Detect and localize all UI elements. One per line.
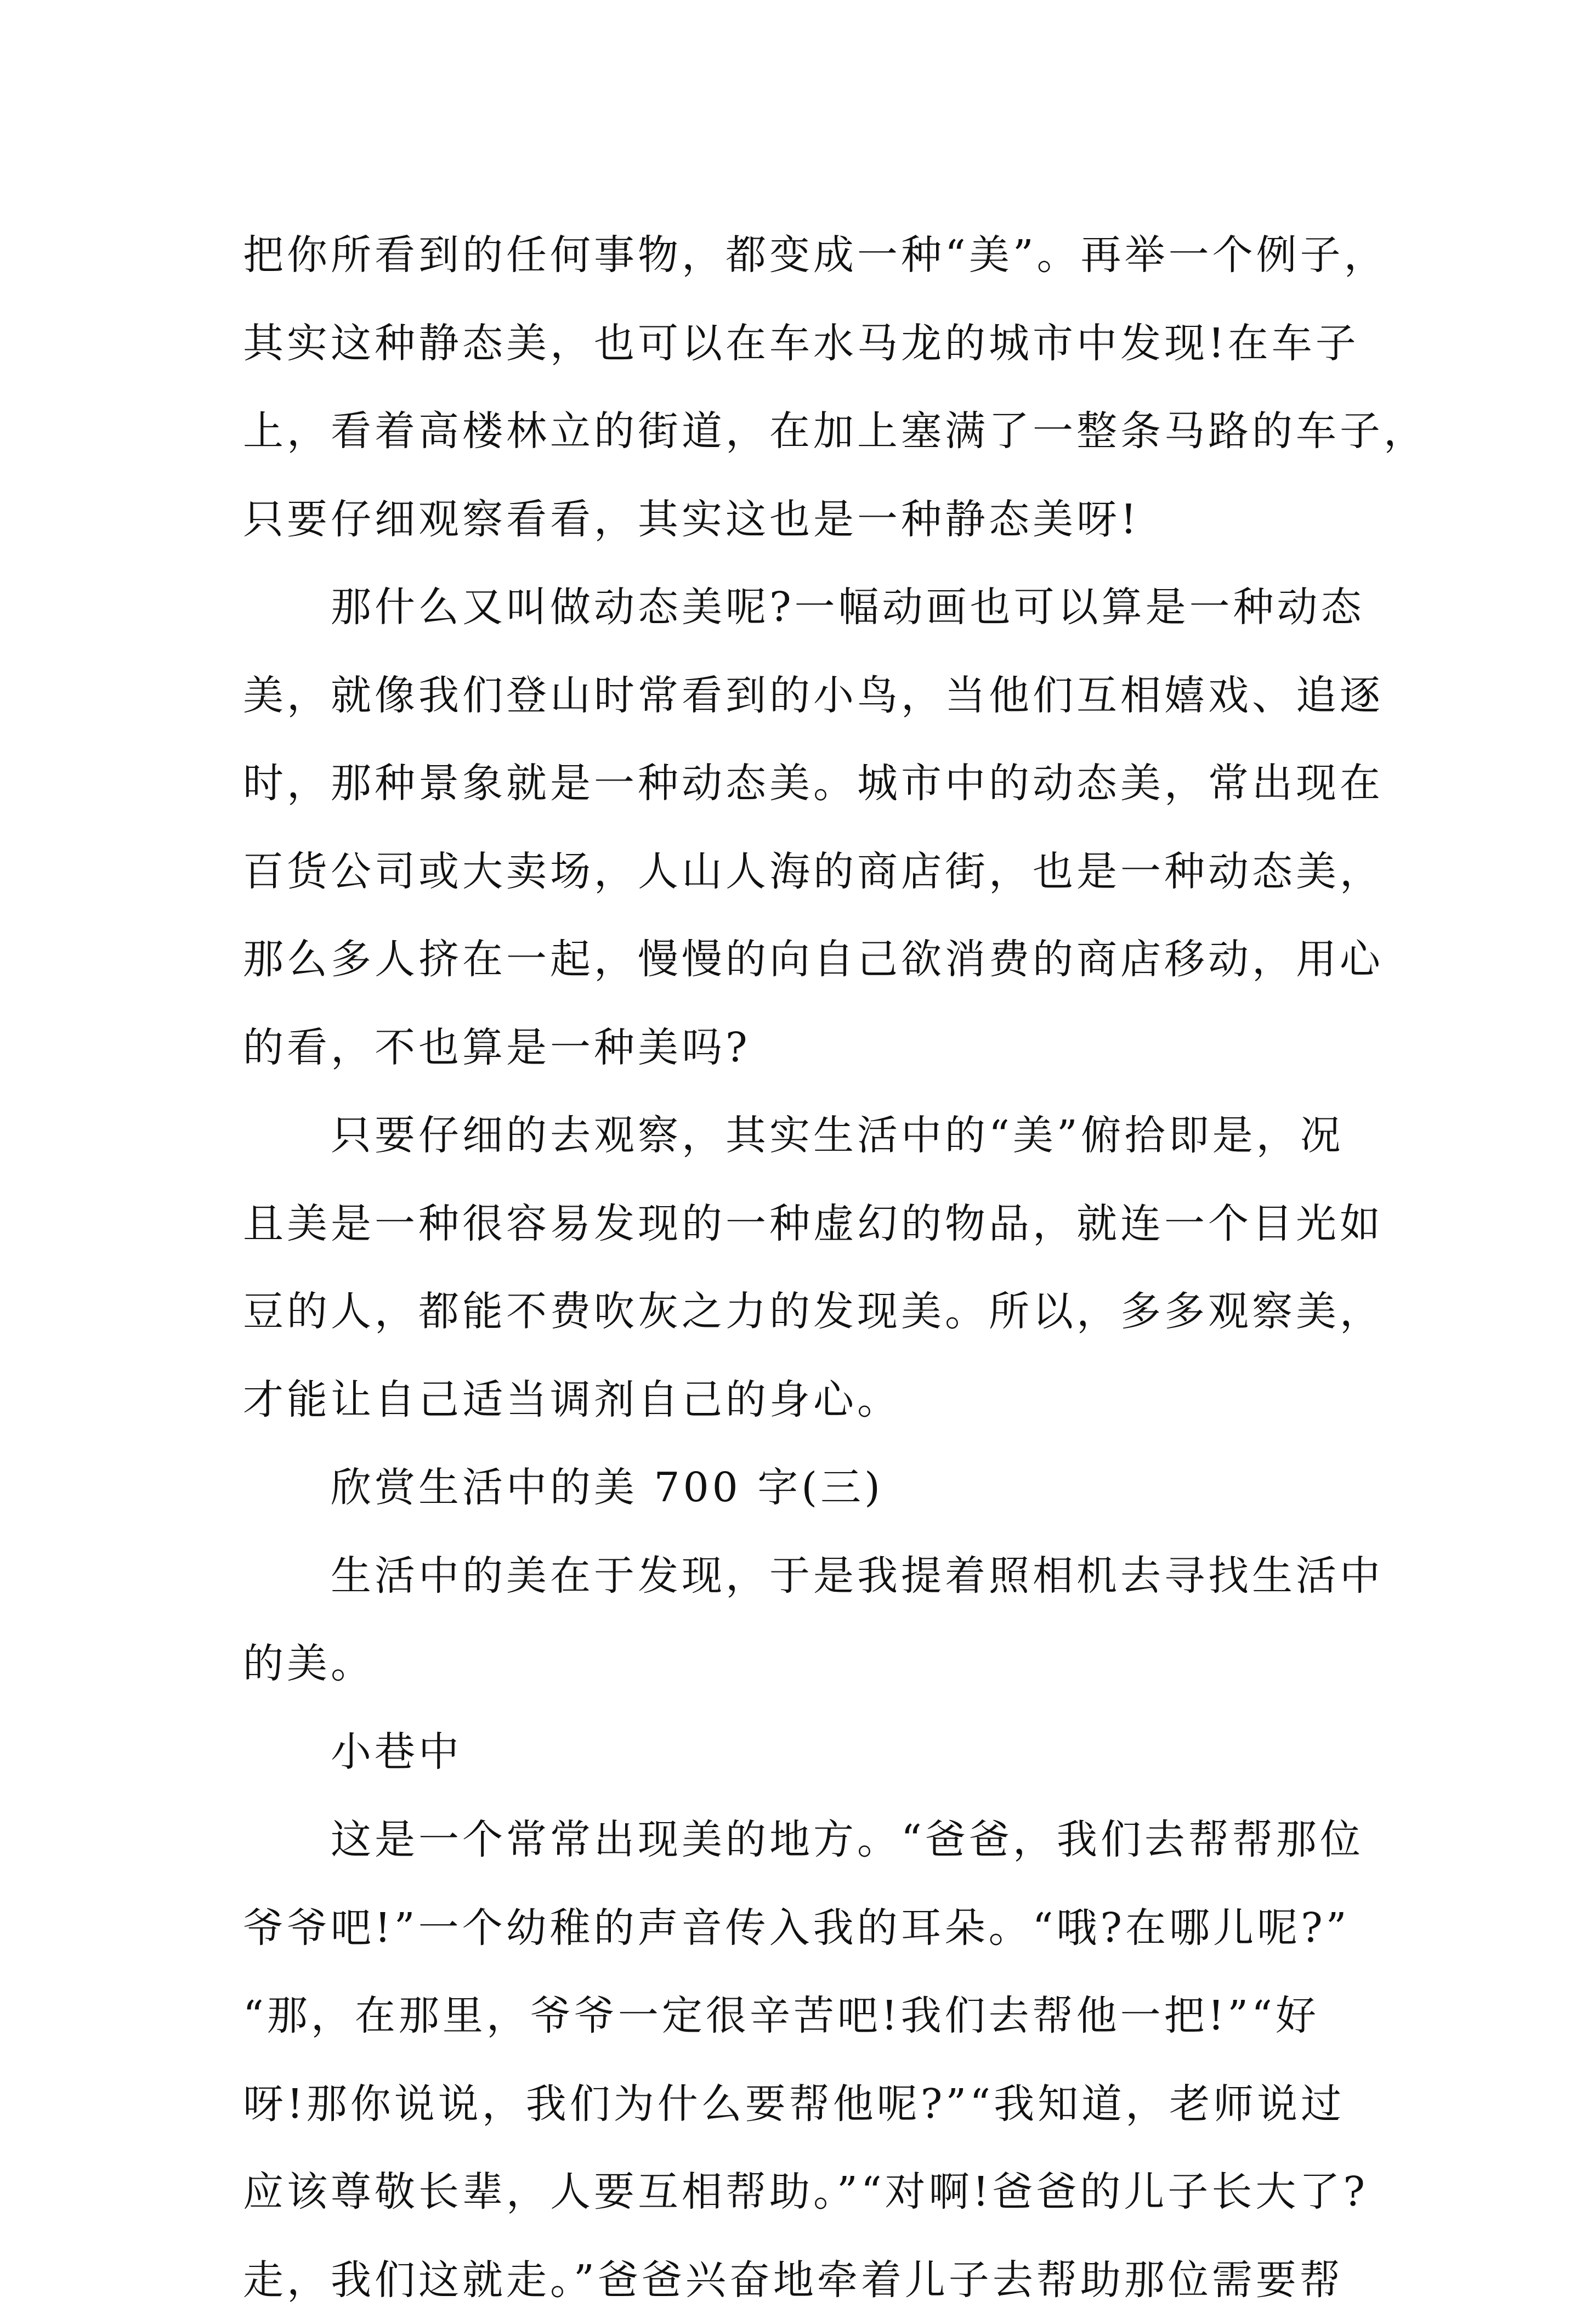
text-line: 的看，不也算是一种美吗? — [243, 1004, 1356, 1092]
text-line: 且美是一种很容易发现的一种虚幻的物品，就连一个目光如 — [243, 1180, 1356, 1268]
text-line: 应该尊敬长辈，人要互相帮助。”“对啊!爸爸的儿子长大了? — [243, 2148, 1356, 2236]
text-line: 小巷中 — [243, 1708, 1356, 1796]
text-line: 呀!那你说说，我们为什么要帮他呢?”“我知道，老师说过 — [243, 2060, 1356, 2148]
text-line: 的美。 — [243, 1620, 1356, 1708]
text-line: 只要仔细的去观察，其实生活中的“美”俯拾即是，况 — [243, 1092, 1356, 1180]
text-line: 美，就像我们登山时常看到的小鸟，当他们互相嬉戏、追逐 — [243, 652, 1356, 740]
text-line: 那什么又叫做动态美呢?一幅动画也可以算是一种动态 — [243, 563, 1356, 652]
text-line: 走，我们这就走。”爸爸兴奋地牵着儿子去帮助那位需要帮 — [243, 2236, 1356, 2324]
text-line: 时，那种景象就是一种动态美。城市中的动态美，常出现在 — [243, 739, 1356, 828]
text-line: 把你所看到的任何事物，都变成一种“美”。再举一个例子， — [243, 211, 1356, 299]
text-line: 这是一个常常出现美的地方。“爸爸，我们去帮帮那位 — [243, 1796, 1356, 1884]
text-line: 生活中的美在于发现，于是我提着照相机去寻找生活中 — [243, 1532, 1356, 1620]
text-line: 上，看着高楼林立的街道，在加上塞满了一整条马路的车子， — [243, 387, 1356, 476]
text-line: 爷爷吧!”一个幼稚的声音传入我的耳朵。“哦?在哪儿呢?” — [243, 1884, 1356, 1972]
text-line: “那，在那里，爷爷一定很辛苦吧!我们去帮他一把!”“好 — [243, 1972, 1356, 2060]
text-line: 百货公司或大卖场，人山人海的商店街，也是一种动态美， — [243, 828, 1356, 916]
text-line: 欣赏生活中的美 700 字(三) — [243, 1444, 1356, 1532]
text-line: 才能让自己适当调剂自己的身心。 — [243, 1356, 1356, 1444]
text-line: 那么多人挤在一起，慢慢的向自己欲消费的商店移动，用心 — [243, 915, 1356, 1004]
text-line: 只要仔细观察看看，其实这也是一种静态美呀! — [243, 476, 1356, 564]
text-line: 其实这种静态美，也可以在车水马龙的城市中发现!在车子 — [243, 299, 1356, 388]
document-body — [243, 211, 1356, 2324]
text-line: 豆的人，都能不费吹灰之力的发现美。所以，多多观察美， — [243, 1268, 1356, 1356]
